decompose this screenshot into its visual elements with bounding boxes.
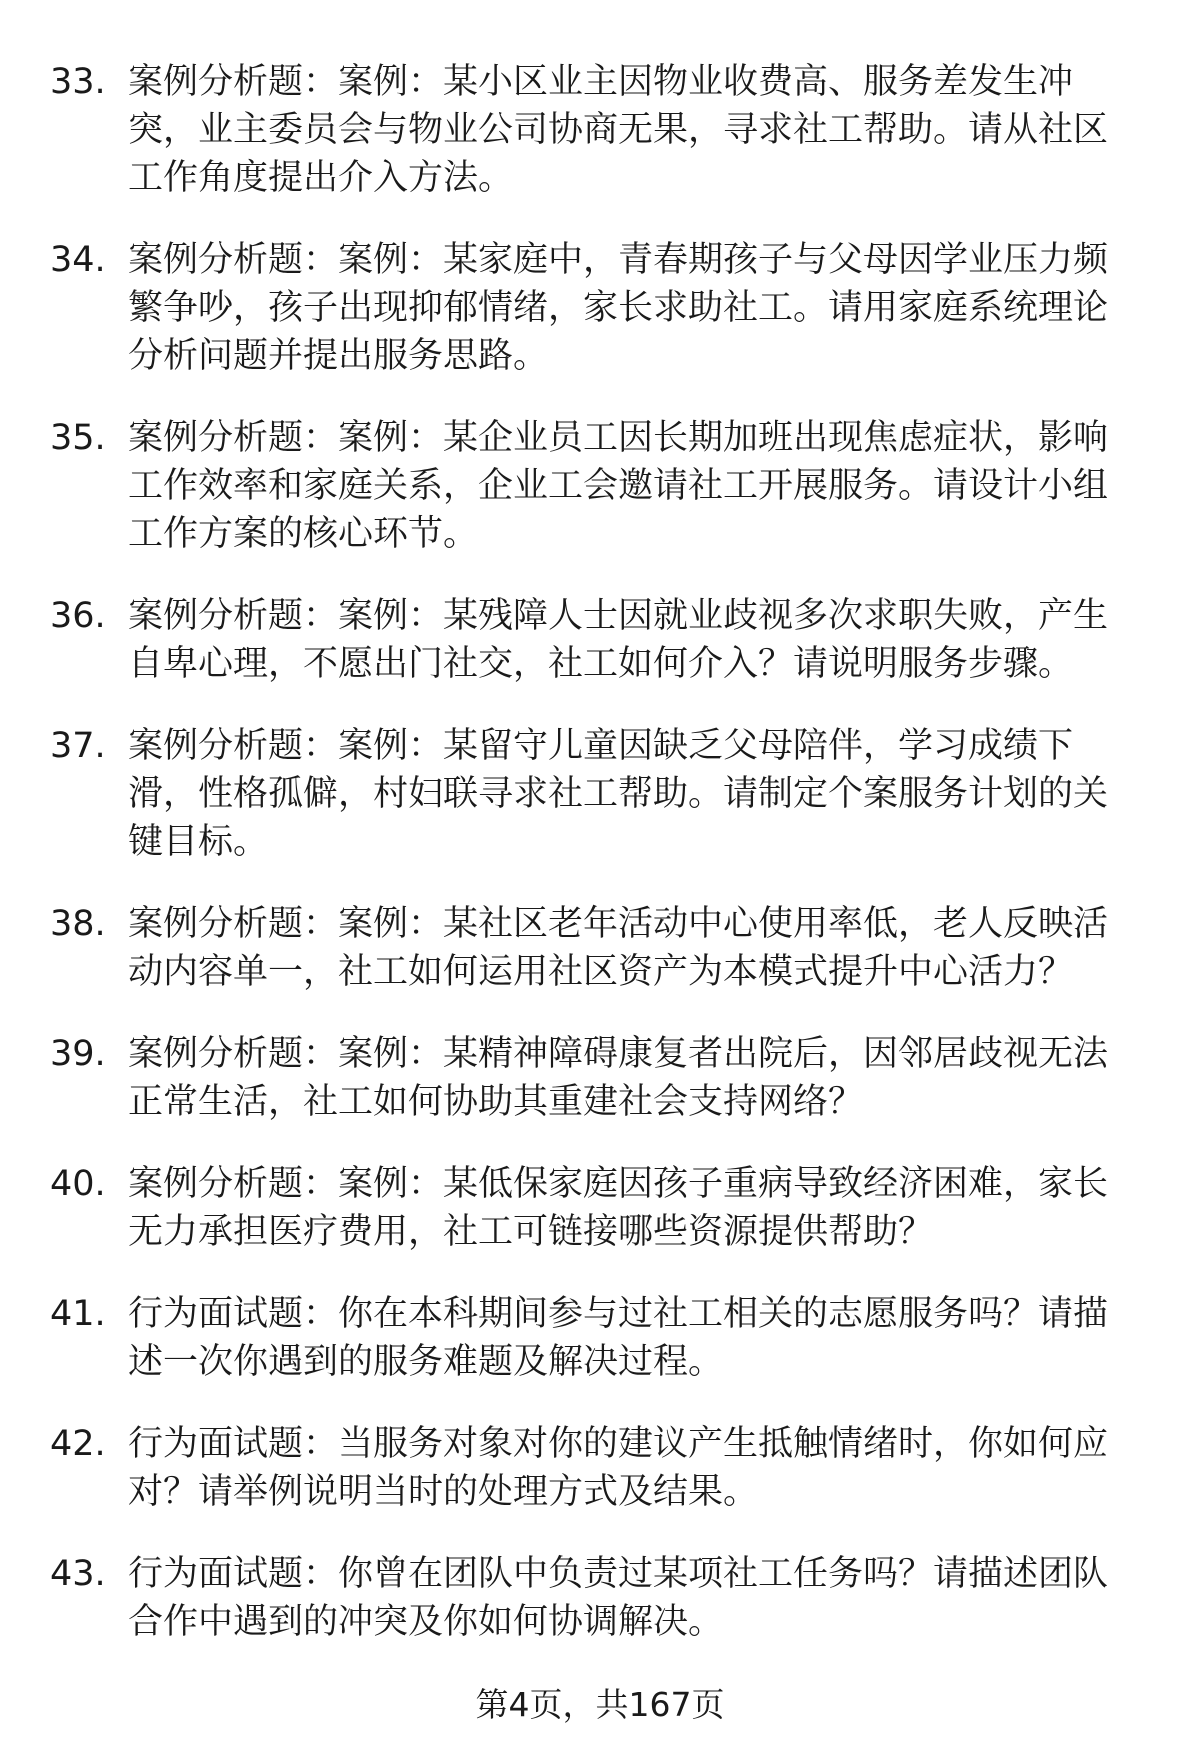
- question-item: [50, 722, 1140, 866]
- question-text: 案例分析题：案例：某社区老年活动中心使用率低，老人反映活动内容单一，社工如何运用社区资产为本模式提升中心活力？: [128, 904, 1109, 992]
- question-number: 40.: [50, 1164, 106, 1204]
- question-item: [50, 414, 1140, 558]
- question-text: 行为面试题：你曾在团队中负责过某项社工任务吗？请描述团队合作中遇到的冲突及你如何协调解决。: [128, 1554, 1109, 1642]
- page-indicator: 第4页，共167页: [475, 1685, 725, 1724]
- question-item: [50, 900, 1140, 996]
- question-number: 33.: [50, 62, 106, 102]
- question-list: [50, 58, 1140, 1680]
- question-number: 43.: [50, 1554, 106, 1594]
- question-text: 案例分析题：案例：某留守儿童因缺乏父母陪伴，学习成绩下滑，性格孤僻，村妇联寻求社工帮助。请制定个案服务计划的关键目标。: [128, 726, 1109, 862]
- question-number: 34.: [50, 240, 106, 280]
- question-number: 36.: [50, 596, 106, 636]
- question-number: 41.: [50, 1294, 106, 1334]
- question-number: 42.: [50, 1424, 106, 1464]
- question-text: 行为面试题：当服务对象对你的建议产生抵触情绪时，你如何应对？请举例说明当时的处理方式及结果。: [128, 1424, 1109, 1512]
- question-item: [50, 1290, 1140, 1386]
- question-number: 39.: [50, 1034, 106, 1074]
- question-text: 案例分析题：案例：某家庭中，青春期孩子与父母因学业压力频繁争吵，孩子出现抑郁情绪，家长求助社工。请用家庭系统理论分析问题并提出服务思路。: [128, 240, 1109, 376]
- question-item: [50, 1160, 1140, 1256]
- question-text: 案例分析题：案例：某残障人士因就业歧视多次求职失败，产生自卑心理，不愿出门社交，社工如何介入？请说明服务步骤。: [128, 596, 1109, 684]
- question-item: [50, 1550, 1140, 1646]
- question-text: 行为面试题：你在本科期间参与过社工相关的志愿服务吗？请描述一次你遇到的服务难题及解决过程。: [128, 1294, 1109, 1382]
- question-item: [50, 236, 1140, 380]
- question-item: [50, 58, 1140, 202]
- question-number: 37.: [50, 726, 106, 766]
- question-item: [50, 1420, 1140, 1516]
- question-text: 案例分析题：案例：某低保家庭因孩子重病导致经济困难，家长无力承担医疗费用，社工可链接哪些资源提供帮助？: [128, 1164, 1109, 1252]
- question-item: [50, 592, 1140, 688]
- question-number: 38.: [50, 904, 106, 944]
- question-text: 案例分析题：案例：某企业员工因长期加班出现焦虑症状，影响工作效率和家庭关系，企业工会邀请社工开展服务。请设计小组工作方案的核心环节。: [128, 418, 1109, 554]
- question-number: 35.: [50, 418, 106, 458]
- question-item: [50, 1030, 1140, 1126]
- question-text: 案例分析题：案例：某小区业主因物业收费高、服务差发生冲突，业主委员会与物业公司协商无果，寻求社工帮助。请从社区工作角度提出介入方法。: [128, 62, 1109, 198]
- question-text: 案例分析题：案例：某精神障碍康复者出院后，因邻居歧视无法正常生活，社工如何协助其重建社会支持网络？: [128, 1034, 1109, 1122]
